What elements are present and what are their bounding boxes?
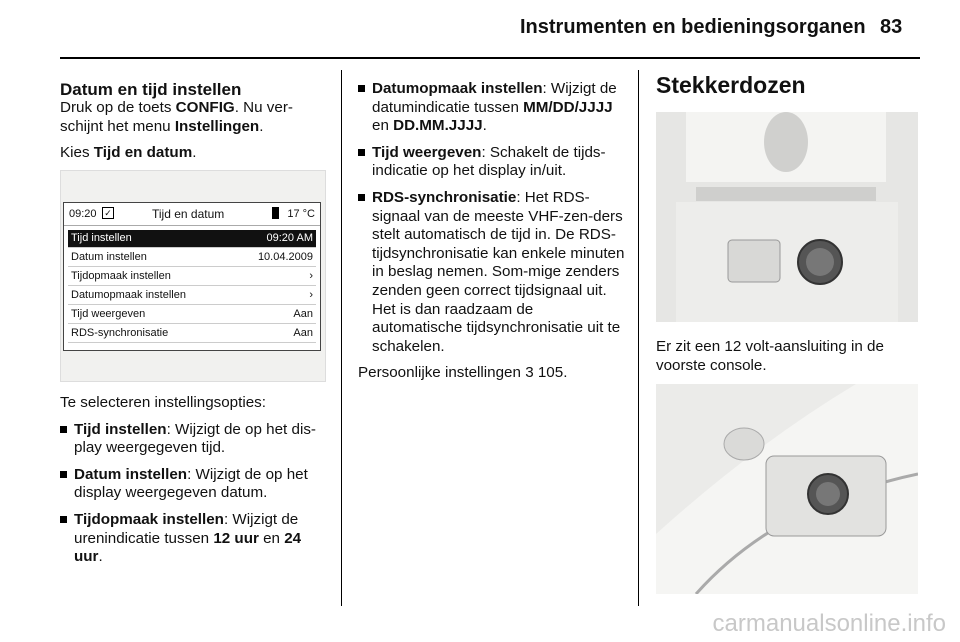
cross-reference: Persoonlijke instellingen 3 105. <box>358 364 568 382</box>
screen-time: 09:20 <box>69 208 97 220</box>
column-divider-2 <box>638 70 639 606</box>
bullet-item: RDS-synchronisatie: Het RDS-signaal van de meeste VHF-zen-ders stelt automatisch de tijd in. De RDS-tijdsynchronisatie kan enkele minuten in beslag nemen. Som-mige zenders zenden geen correct tijdsignaal uit. Het is dan raadzaam de automatische tijdsynchronisatie uit te schakelen. <box>358 189 626 356</box>
screen-row: Datum instellen 10.04.2009 <box>68 249 316 267</box>
temperature-icon <box>272 207 279 219</box>
bullet-item: Tijd weergeven: Schakelt de tijds-indicatie op het display in/uit. <box>358 144 626 181</box>
screen-row: RDS-synchronisatie Aan <box>68 325 316 343</box>
bullet-item: Tijd instellen: Wijzigt de op het dis-play weergegeven tijd. <box>60 421 328 458</box>
select-paragraph: Kies Tijd en datum. <box>60 144 197 162</box>
screen-row: Tijd weergeven Aan <box>68 306 316 324</box>
column-3 <box>656 72 922 98</box>
screen-title: Tijd en datum <box>152 207 225 221</box>
screen-row: Tijd instellen 09:20 AM <box>68 230 316 248</box>
section-heading: Datum en tijd instellen <box>60 80 242 99</box>
column-2 <box>358 80 626 391</box>
display-screen <box>63 202 321 351</box>
screen-row: Datumopmaak instellen › <box>68 287 316 305</box>
section-title: Stekkerdozen <box>656 72 806 98</box>
column-1-options <box>60 394 328 575</box>
page-number: 83 <box>880 16 903 38</box>
bullet-item: Tijdopmaak instellen: Wijzigt de urenindicatie tussen 12 uur en 24 uur. <box>60 511 328 567</box>
caption: Er zit een 12 volt-aansluiting in de voorste console. <box>656 338 884 374</box>
screen-temperature: 17 °C <box>287 208 315 220</box>
bullet-item: Datumopmaak instellen: Wijzigt de datumindicatie tussen MM/DD/JJJJ en DD.MM.JJJJ. <box>358 80 626 136</box>
bullet-item: Datum instellen: Wijzigt de op het display weergegeven datum. <box>60 466 328 503</box>
page-header-title: Instrumenten en bedieningsorganen <box>520 16 866 38</box>
clock-check-icon: ✓ <box>102 207 114 219</box>
screen-title-bar <box>64 203 320 226</box>
screen-row: Tijdopmaak instellen › <box>68 268 316 286</box>
column-1 <box>60 80 328 171</box>
options-intro: Te selecteren instellingsopties: <box>60 394 266 411</box>
column-divider-1 <box>341 70 342 606</box>
console-photo-2 <box>656 384 918 594</box>
header-rule <box>60 57 920 59</box>
console-photo-1 <box>656 112 918 322</box>
instruction-paragraph: Druk op de toets CONFIG. Nu ver-schijnt het menu Instellingen. <box>60 99 293 135</box>
watermark: carmanualsonline.info <box>712 610 946 637</box>
